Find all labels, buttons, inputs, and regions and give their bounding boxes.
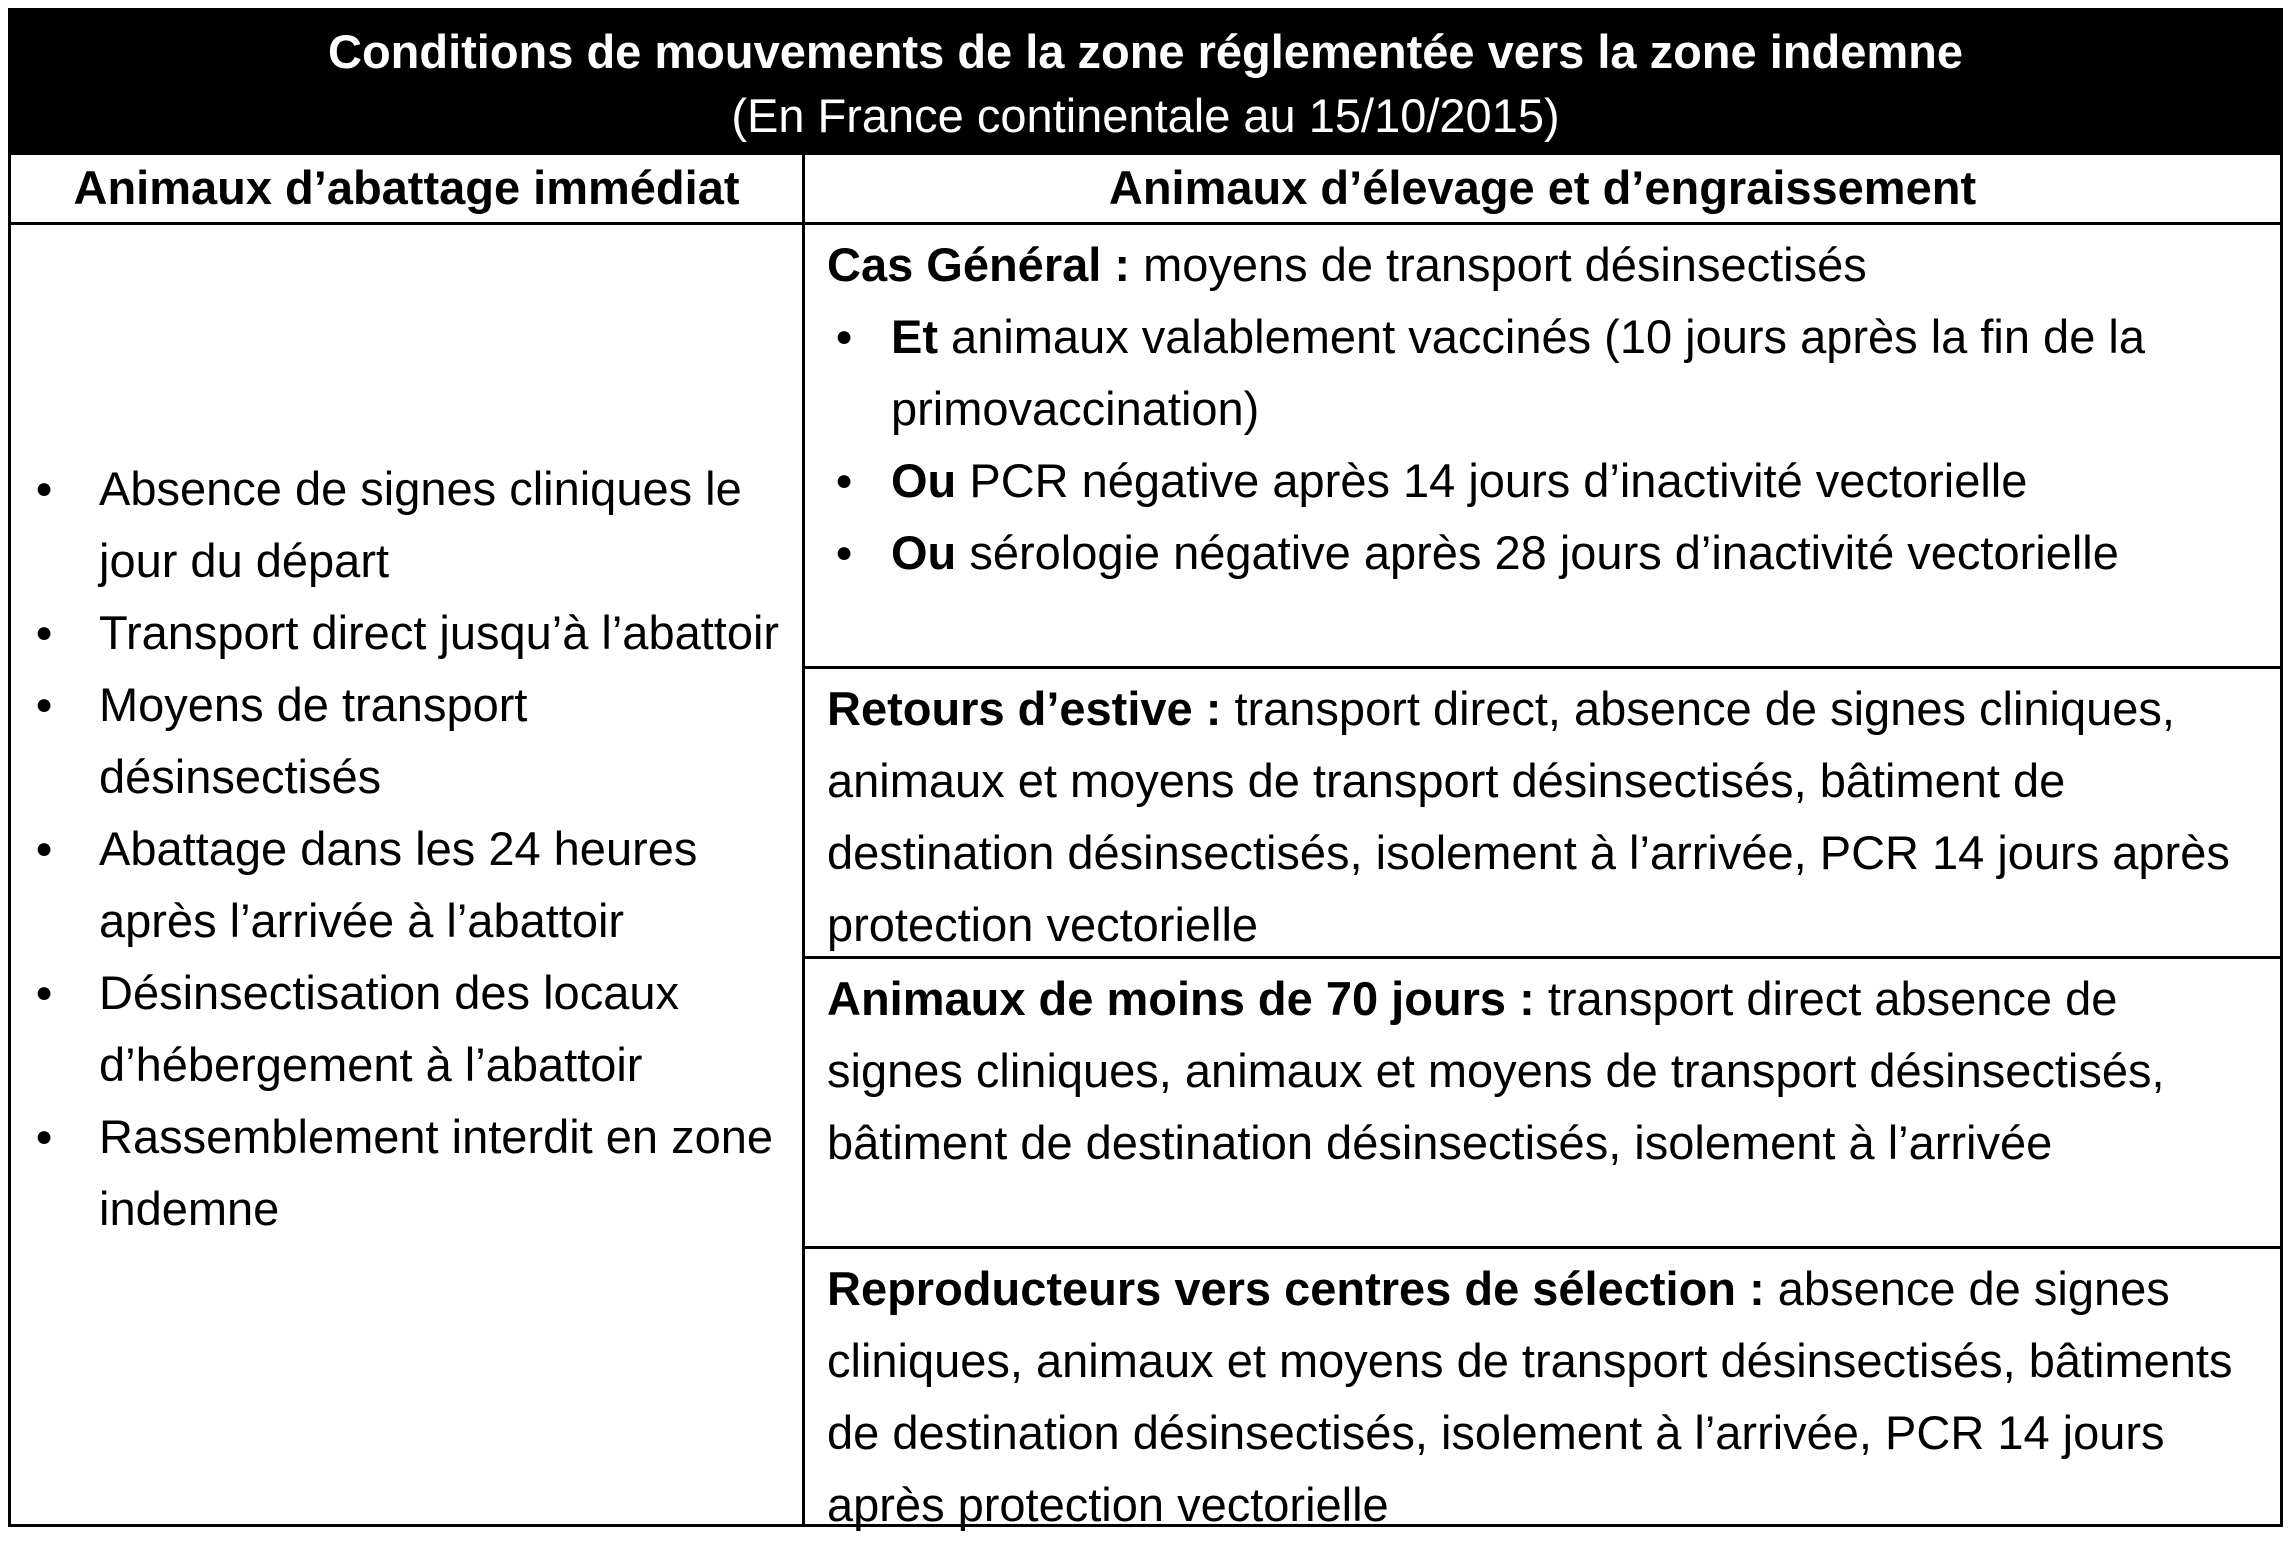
cell-cas-general — [805, 225, 2280, 669]
list-item-text: animaux valablement vaccinés (10 jours après la fin de la primovaccination) — [891, 310, 2145, 435]
list-item — [827, 517, 2262, 589]
list-item-keyword: Ou — [891, 526, 957, 579]
cell-retours-estive — [805, 669, 2280, 959]
list-item — [827, 445, 2262, 517]
list-item: ● Rassemblement interdit en zone indemne — [35, 1101, 795, 1245]
cell-abattage — [11, 225, 805, 1524]
list-item: ● Absence de signes cliniques le jour du départ — [35, 453, 795, 597]
list-item-keyword: Ou — [891, 454, 957, 507]
list-item-text: sérologie négative après 28 jours d’inactivité vectorielle — [956, 526, 2119, 579]
cas-general-text: moyens de transport désinsectisés — [1130, 238, 1867, 291]
list-item-text: PCR négative après 14 jours d’inactivité vectorielle — [956, 454, 2028, 507]
list-item: ● Désinsectisation des locaux d’hébergement à l’abattoir — [35, 957, 795, 1101]
table-title — [11, 11, 2280, 155]
cell-moins-70-jours — [805, 959, 2280, 1249]
abattage-list — [35, 453, 795, 1245]
list-item-keyword: Et — [891, 310, 938, 363]
list-item — [827, 301, 2262, 445]
retours-label: Retours d’estive : — [827, 682, 1222, 735]
reproducteurs-text: absence de signes cliniques, animaux et moyens de transport désinsectisés, bâtiments de destination désinsectisés, isolement à l’arrivée, PCR 14 jours après protection vectorielle — [827, 1262, 2233, 1531]
cas-general-list — [827, 301, 2262, 589]
cell-reproducteurs — [805, 1249, 2280, 1531]
moins70-label: Animaux de moins de 70 jours : — [827, 972, 1535, 1025]
cas-general-heading — [827, 229, 2262, 301]
retours-text: transport direct, absence de signes cliniques, animaux et moyens de transport désinsectisés, bâtiment de destination désinsectisés, isolement à l’arrivée, PCR 14 jours après protection vectorielle — [827, 682, 2230, 951]
header-elevage: Animaux d’élevage et d’engraissement — [805, 155, 2280, 225]
cas-general-label: Cas Général : — [827, 238, 1131, 291]
reproducteurs-label: Reproducteurs vers centres de sélection : — [827, 1262, 1765, 1315]
list-item: ● Moyens de transport désinsectisés — [35, 669, 795, 813]
title-line-1: Conditions de mouvements de la zone réglementée vers la zone indemne — [328, 25, 1963, 78]
moins70-text: transport direct absence de signes cliniques, animaux et moyens de transport désinsectisés, bâtiment de destination désinsectisés, isolement à l’arrivée — [827, 972, 2165, 1169]
conditions-table — [8, 8, 2283, 1531]
list-item: ● Transport direct jusqu’à l’abattoir — [35, 597, 795, 669]
header-abattage: Animaux d’abattage immédiat — [11, 155, 805, 225]
list-item: ● Abattage dans les 24 heures après l’arrivée à l’abattoir — [35, 813, 795, 957]
title-line-2: (En France continentale au 15/10/2015) — [731, 89, 1560, 142]
